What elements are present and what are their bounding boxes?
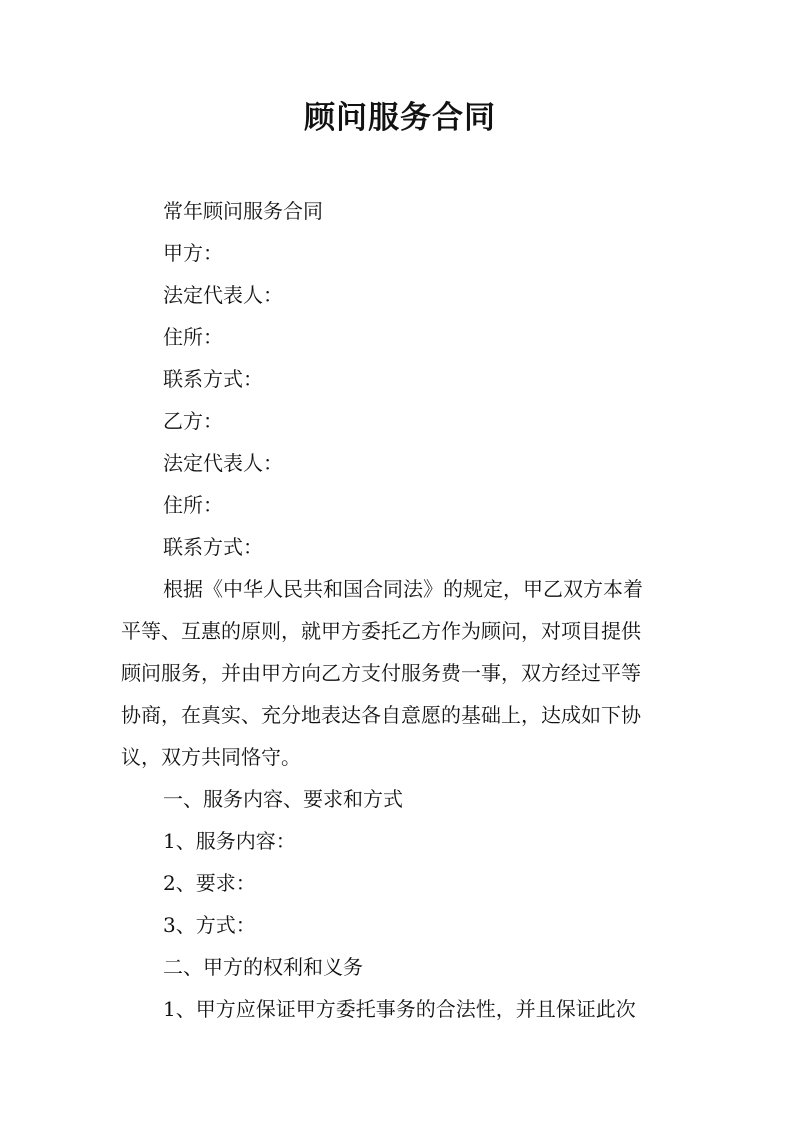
party-a-representative-label: 法定代表人：	[163, 283, 283, 307]
section-item: 1、甲方应保证甲方委托事务的合法性，并且保证此次	[163, 997, 636, 1021]
contract-subtitle: 常年顾问服务合同	[163, 199, 323, 223]
party-b-label: 乙方：	[163, 409, 223, 433]
party-a-contact-label: 联系方式：	[163, 367, 263, 391]
preamble-line: 平等、互惠的原则，就甲方委托乙方作为顾问，对项目提供	[121, 619, 641, 643]
preamble-line: 议，双方共同恪守。	[121, 745, 301, 769]
document-body	[121, 190, 685, 1030]
party-b-representative-label: 法定代表人：	[163, 451, 283, 475]
party-a-label: 甲方：	[163, 241, 223, 265]
preamble-line: 根据《中华人民共和国合同法》的规定，甲乙双方本着	[163, 577, 643, 601]
party-a-address-label: 住所：	[163, 325, 223, 349]
party-b-contact-label: 联系方式：	[163, 535, 263, 559]
document-title: 顾问服务合同	[304, 100, 496, 136]
preamble-line: 协商，在真实、充分地表达各自意愿的基础上，达成如下协	[121, 703, 641, 727]
section-heading: 一、服务内容、要求和方式	[163, 787, 403, 811]
party-b-address-label: 住所：	[163, 493, 223, 517]
preamble-paragraph	[121, 568, 685, 778]
section-heading: 二、甲方的权利和义务	[163, 955, 363, 979]
section-item: 2、要求：	[163, 871, 256, 895]
section-item: 1、服务内容：	[163, 829, 296, 853]
preamble-line: 顾问服务，并由甲方向乙方支付服务费一事，双方经过平等	[121, 661, 641, 685]
section-item: 3、方式：	[163, 913, 256, 937]
